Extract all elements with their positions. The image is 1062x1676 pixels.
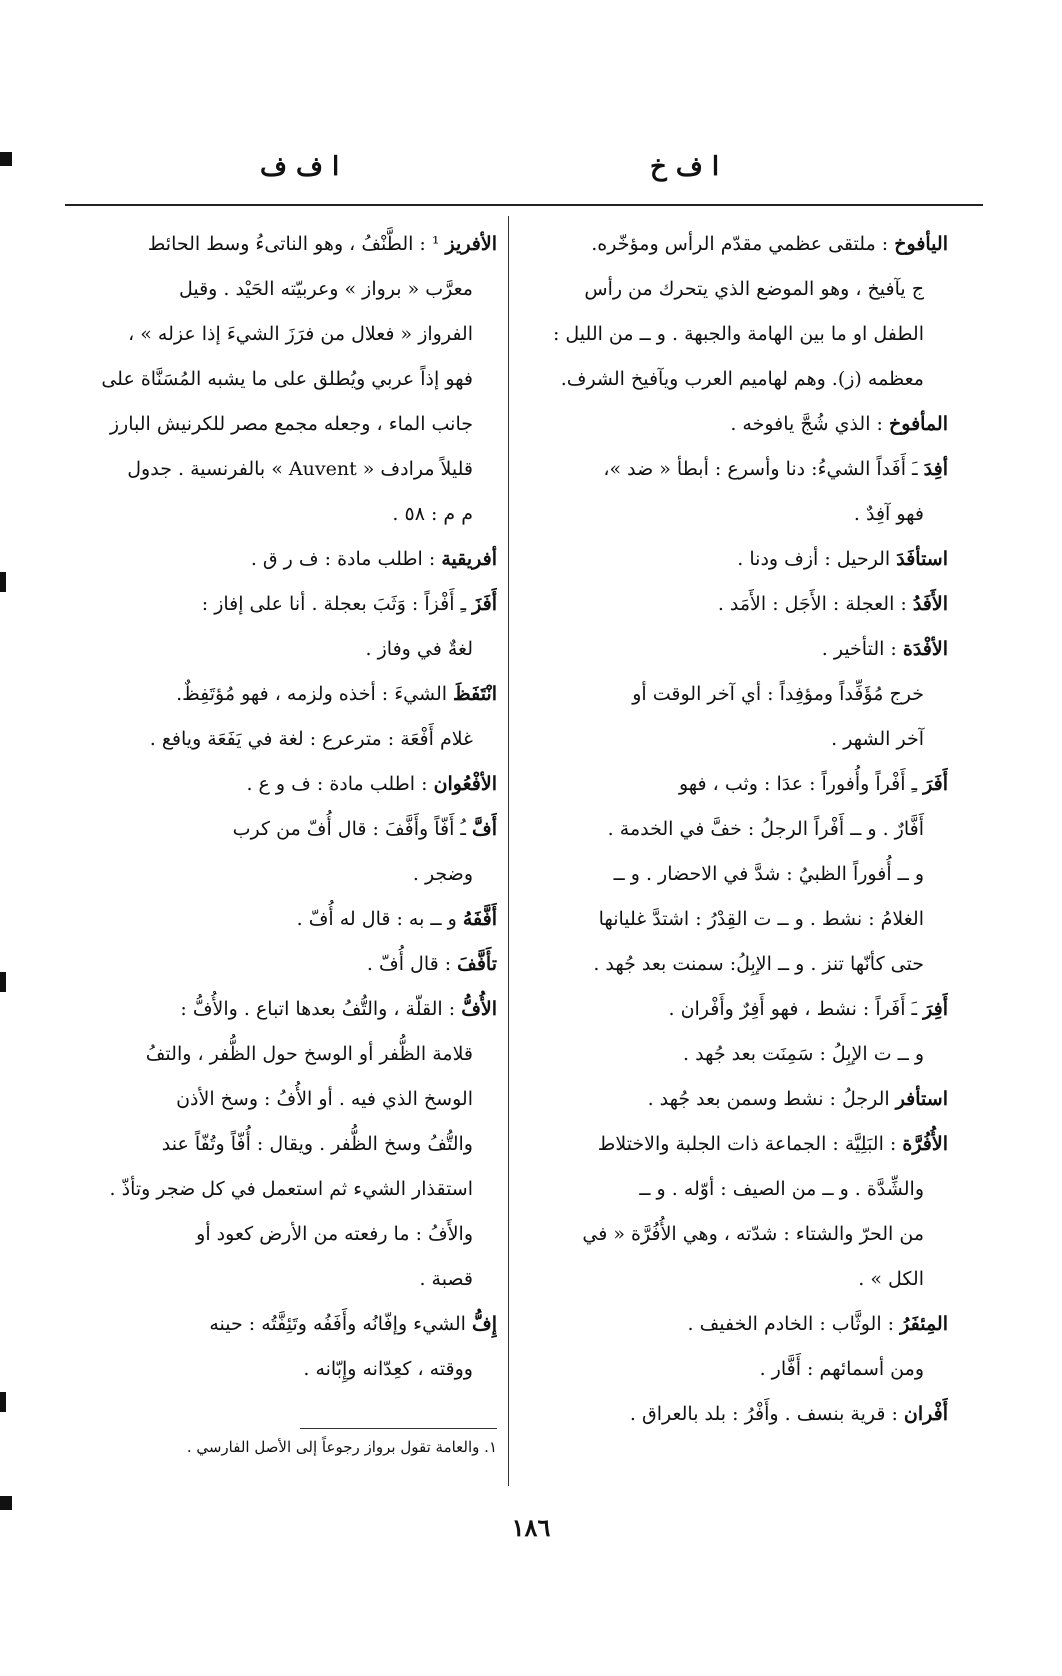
entry-line xyxy=(520,222,948,267)
entry-text: الفرواز « فعلال من فرَزَ الشيءَ إذا عزله » ، xyxy=(128,323,473,345)
entry-line xyxy=(520,312,948,357)
entry-text: فهو آفِدٌ . xyxy=(853,503,924,525)
entry-text: الرجلُ : نشط وسمن بعد جُهد . xyxy=(647,1088,896,1110)
entry-line xyxy=(520,1302,948,1347)
entry-text: ـِ أَفْراً وأُفوراً : عدَا : وثب ، فهو xyxy=(678,773,924,795)
entry-line xyxy=(520,852,948,897)
entry-line xyxy=(520,987,948,1032)
entry-headword: أَفَزَ xyxy=(472,593,497,615)
scan-margin-mark xyxy=(0,1392,6,1412)
entry-headword: إِفُّ xyxy=(472,1313,497,1335)
entry-line xyxy=(65,267,497,312)
entry-line xyxy=(520,1032,948,1077)
entry-headword: أفريقية xyxy=(441,548,497,570)
entry-text: خرج مُؤَفِّداً ومؤفِداً : أي آخر الوقت أو xyxy=(632,683,924,705)
entry-line xyxy=(65,627,497,672)
entry-line xyxy=(65,447,497,492)
entry-text: و ــ ت الإبِلُ : سَمِنَت بعد جُهد . xyxy=(683,1043,924,1065)
entry-headword: أفِدَ xyxy=(923,458,948,480)
entry-text: جانب الماء ، وجعله مجمع مصر للكرنيش البارز xyxy=(109,413,473,435)
entry-line xyxy=(65,1212,497,1257)
entry-text: م م : ٥٨ . xyxy=(392,503,473,525)
entry-text: : ملتقى عظمي مقدّم الرأس ومؤخّره. xyxy=(591,233,895,255)
entry-line xyxy=(65,1257,497,1302)
entry-line xyxy=(520,627,948,672)
entry-line xyxy=(65,672,497,717)
entry-line xyxy=(65,492,497,537)
entry-text: ¹ : الطَّنْفُ ، وهو الناتىءُ وسط الحائط xyxy=(147,233,446,255)
entry-line xyxy=(65,1167,497,1212)
entry-text: غلام أَفْعَة : مترعرع : لغة في يَفَعَة ويافع . xyxy=(149,728,473,750)
entry-headword: المِئفَرُ xyxy=(900,1313,948,1335)
entry-text: والشِّدَّة . و ــ من الصيف : أوّله . و ــ xyxy=(639,1178,924,1200)
entry-text: الشيءَ : أخذه ولزمه ، فهو مُؤتَفِظٌ. xyxy=(176,683,454,705)
entry-text: : البَلِيَّة : الجماعة ذات الجلبة والاختلاط xyxy=(597,1133,903,1155)
entry-text: ج يآفيخ ، وهو الموضع الذي يتحرك من رأس xyxy=(584,278,924,300)
entry-text: قصبة . xyxy=(419,1268,473,1290)
entry-text: من الحرّ والشتاء : شدّته ، وهي الأُفُرَّة « في xyxy=(582,1223,924,1245)
entry-headword: الأُفُّ xyxy=(461,998,497,1020)
scan-margin-mark xyxy=(0,152,12,166)
entry-headword: الأفريز xyxy=(445,233,497,255)
left-column xyxy=(65,222,497,1392)
entry-line xyxy=(65,852,497,897)
entry-text: : الذي شُجَّ يافوخه . xyxy=(730,413,889,435)
entry-line xyxy=(520,672,948,717)
entry-headword: أَفَّفَهُ xyxy=(462,908,497,930)
entry-text: الغلامُ : نشط . و ــ ت القِدْرُ : اشتدَّ غليانها xyxy=(598,908,924,930)
entry-headword: استأفر xyxy=(895,1088,948,1110)
entry-headword: أَفْران xyxy=(903,1403,948,1425)
entry-line xyxy=(520,807,948,852)
entry-text: أَفَّارٌ . و ــ أَفْراً الرجلُ : خفَّ في الخدمة . xyxy=(607,818,924,840)
entry-text: لغةٌ في وفاز . xyxy=(365,638,473,660)
entry-text: ـُ أَفّاً وأَفَّفَ : قال أُفّ من كرب xyxy=(232,818,473,840)
entry-text: الشيء وإفّانُه وأَفَفُه وتَئِفَّتُه : حينه xyxy=(209,1313,473,1335)
entry-text: الكل » . xyxy=(858,1268,924,1290)
entry-text: حتى كأنّها تنز . و ــ الإبِلُ: سمنت بعد جُهد . xyxy=(593,953,924,975)
entry-line xyxy=(65,807,497,852)
entry-text: : الوثَّاب : الخادم الخفيف . xyxy=(687,1313,901,1335)
entry-text: الرحيل : أزف ودنا . xyxy=(737,548,897,570)
entry-text: قليلاً مرادف « Auvent » بالفرنسية . جدول xyxy=(127,458,473,480)
entry-text: معظمه (ز). وهم لهاميم العرب ويآفيخ الشرف. xyxy=(560,368,924,390)
entry-line xyxy=(520,492,948,537)
entry-text: الوسخ الذي فيه . أو الأُفُ : وسخ الأذن xyxy=(176,1088,473,1110)
entry-text: : قرية بنسف . وأَفْرُ : بلد بالعراق . xyxy=(629,1403,904,1425)
entry-text: فهو إذاً عربي ويُطلق على ما يشبه المُسَنَّاة على xyxy=(101,368,473,390)
entry-text: ـَ أَفَداً الشيءُ: دنا وأسرع : أبطأ « ضد »، xyxy=(603,458,924,480)
entry-headword: استأفَدَ xyxy=(896,548,948,570)
entry-headword: انْتَفَظَ xyxy=(453,683,497,705)
entry-line xyxy=(65,762,497,807)
entry-text: ومن أسمائهم : أَفَّار . xyxy=(759,1358,924,1380)
entry-text: والتُّفُ وسخ الظُّفر . ويقال : أُفّاً وتُفّاً عند xyxy=(161,1133,473,1155)
entry-line xyxy=(65,1032,497,1077)
entry-line xyxy=(520,1392,948,1437)
entry-text: ووقته ، كعِدّانه وإِبّانه . xyxy=(303,1358,473,1380)
entry-line xyxy=(65,537,497,582)
entry-text: و ــ أُفوراً الظبيُ : شدَّ في الاحضار . و ــ xyxy=(613,863,924,885)
entry-line xyxy=(65,582,497,627)
entry-line xyxy=(520,762,948,807)
entry-line xyxy=(520,942,948,987)
scan-margin-mark xyxy=(0,1496,12,1510)
entry-line xyxy=(65,942,497,987)
entry-text: : التأخير . xyxy=(821,638,903,660)
page-number: ١٨٦ xyxy=(511,1513,551,1542)
entry-text: والأَفُ : ما رفعته من الأرض كعود أو xyxy=(196,1223,473,1245)
entry-line xyxy=(65,222,497,267)
entry-headword: اليأفوخ xyxy=(894,233,948,255)
entry-line xyxy=(65,1302,497,1347)
entry-text: آخر الشهر . xyxy=(831,728,924,750)
entry-headword: أَفَرَ xyxy=(923,773,948,795)
entry-line xyxy=(520,1122,948,1167)
page-header-right: ا ف خ xyxy=(650,152,720,182)
entry-text: معرَّب « برواز » وعربيّته الحَيْد . وقيل xyxy=(178,278,473,300)
entry-line xyxy=(520,897,948,942)
entry-text: : قال أُفّ . xyxy=(366,953,458,975)
entry-headword: الأُفُرَّة xyxy=(902,1133,948,1155)
entry-line xyxy=(520,1167,948,1212)
entry-text: : اطلب مادة : ف ر ق . xyxy=(250,548,442,570)
entry-line xyxy=(65,357,497,402)
entry-line xyxy=(520,267,948,312)
entry-line xyxy=(520,1212,948,1257)
header-rule xyxy=(65,204,983,206)
entry-headword: أَفِرَ xyxy=(923,998,948,1020)
entry-text: : القلّة ، والتُّفُ بعدها اتباع . والأُفُّ : xyxy=(180,998,462,1020)
entry-line xyxy=(520,717,948,762)
entry-line xyxy=(520,1077,948,1122)
entry-text: ـِ أَفْزاً : وَثَبَ بعجلة . أنا على إفاز : xyxy=(201,593,473,615)
entry-headword: المأفوخ xyxy=(888,413,948,435)
entry-line xyxy=(520,537,948,582)
entry-line xyxy=(520,582,948,627)
entry-headword: الأفْدَة xyxy=(902,638,948,660)
scan-margin-mark xyxy=(0,972,6,992)
entry-text: قلامة الظُّفر أو الوسخ حول الظُّفر ، والتفُ xyxy=(145,1043,473,1065)
entry-text: و ــ به : قال له أُفّ . xyxy=(296,908,463,930)
entry-line xyxy=(520,402,948,447)
entry-line xyxy=(65,312,497,357)
page-header-left: ا ف ف xyxy=(260,152,340,182)
entry-text: وضجر . xyxy=(412,863,473,885)
entry-line xyxy=(520,1257,948,1302)
entry-headword: الأَفَدُ xyxy=(912,593,948,615)
entry-headword: أَفَّ xyxy=(472,818,497,840)
entry-text: ـَ أَفَراً : نشط ، فهو أَفِرٌ وأَفْران . xyxy=(668,998,924,1020)
entry-text: الطفل او ما بين الهامة والجبهة . و ــ من الليل : xyxy=(552,323,924,345)
footnote: ١. والعامة تقول برواز رجوعاً إلى الأصل الفارسي . xyxy=(186,1438,497,1456)
entry-headword: الأفْعُوان xyxy=(433,773,497,795)
right-column xyxy=(520,222,948,1437)
column-divider xyxy=(508,216,509,1486)
entry-line xyxy=(520,1347,948,1392)
entry-line xyxy=(65,1077,497,1122)
entry-text: استقذار الشيء ثم استعمل في كل ضجر وتأذّ . xyxy=(109,1178,473,1200)
entry-line xyxy=(65,1347,497,1392)
entry-line xyxy=(520,447,948,492)
entry-text: : اطلب مادة : ف و ع . xyxy=(246,773,434,795)
entry-line xyxy=(65,717,497,762)
entry-text: : العجلة : الأَجَل : الأَمَد . xyxy=(717,593,913,615)
entry-line xyxy=(65,402,497,447)
scan-margin-mark xyxy=(0,572,6,592)
entry-line xyxy=(65,1122,497,1167)
entry-line xyxy=(65,897,497,942)
entry-headword: تأَفَّفَ xyxy=(457,953,497,975)
footnote-rule xyxy=(300,1428,497,1429)
entry-line xyxy=(65,987,497,1032)
entry-line xyxy=(520,357,948,402)
